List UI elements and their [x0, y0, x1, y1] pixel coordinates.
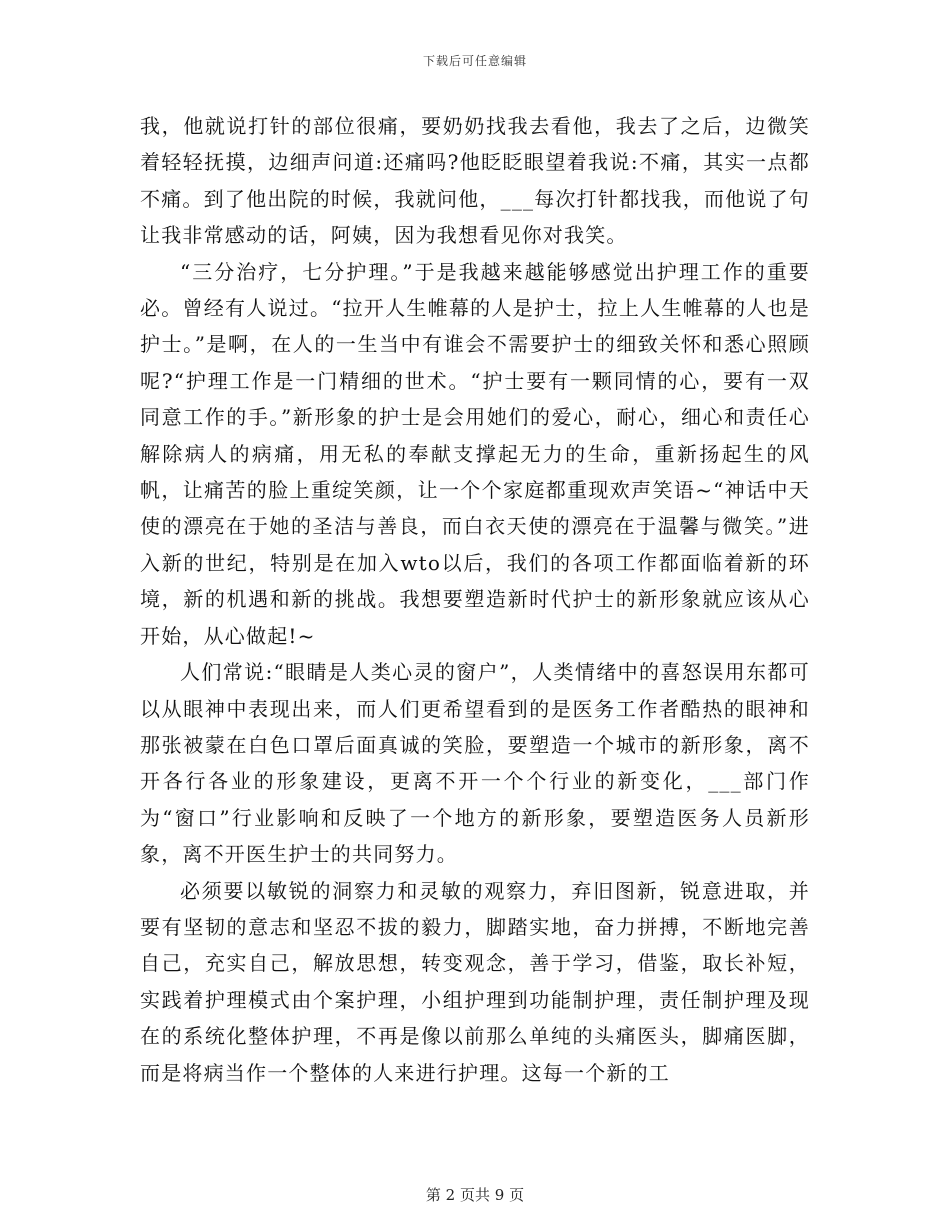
paragraph-4: 必须要以敏锐的洞察力和灵敏的观察力，弃旧图新，锐意进取，并要有坚韧的意志和坚忍不拔的毅力，脚踏实地，奋力拼搏，不断地完善自己，充实自己，解放思想，转变观念，善于学习，借鉴，取长补短，实践着护理模式由个案护理，小组护理到功能制护理，责任制护理及现在的系统化整体护理，不再是像以前那么单纯的头痛医头，脚痛医脚，而是将病当作一个整体的人来进行护理。这每一个新的工: [140, 878, 810, 1085]
page-header: 下载后可任意编辑: [422, 54, 527, 68]
body-text: [140, 108, 810, 1091]
paragraph-3: 人们常说:“眼睛是人类心灵的窗户”，人类情绪中的喜怒误用东都可以从眼神中表现出来，而人们更希望看到的是医务工作者酷热的眼神和那张被蒙在白色口罩后面真诚的笑脸，要塑造一个城市的新形象，离不开各行各业的形象建设，更离不开一个个行业的新变化，___部门作为“窗口”行业影响和反映了一个地方的新形象，要塑造医务人员新形象，离不开医生护士的共同努力。: [140, 660, 810, 867]
page-footer: 第 2 页共 9 页: [425, 1186, 525, 1204]
paragraph-1: 我，他就说打针的部位很痛，要奶奶找我去看他，我去了之后，边微笑着轻轻抚摸，边细声问道:还痛吗?他眨眨眼望着我说:不痛，其实一点都不痛。到了他出院的时候，我就问他，___每次打针都找我，而他说了句让我非常感动的话，阿姨，因为我想看见你对我笑。: [140, 114, 810, 248]
paragraph-2: “三分治疗，七分护理。”于是我越来越能够感觉出护理工作的重要必。曾经有人说过。“拉开人生帷幕的人是护士，拉上人生帷幕的人也是护士。”是啊，在人的一生当中有谁会不需要护士的细致关怀和悉心照顾呢?“护理工作是一门精细的世术。“护士要有一颗同情的心，要有一双同意工作的手。”新形象的护士是会用她们的爱心，耐心，细心和责任心解除病人的病痛，用无私的奉献支撑起无力的生命，重新扬起生的风帆，让痛苦的脸上重绽笑颜，让一个个家庭都重现欢声笑语~“神话中天使的漂亮在于她的圣洁与善良，而白衣天使的漂亮在于温馨与微笑。”进入新的世纪，特别是在加入wto以后，我们的各项工作都面临着新的环境，新的机遇和新的挑战。我想要塑造新时代护士的新形象就应该从心开始，从心做起!~: [140, 259, 810, 648]
